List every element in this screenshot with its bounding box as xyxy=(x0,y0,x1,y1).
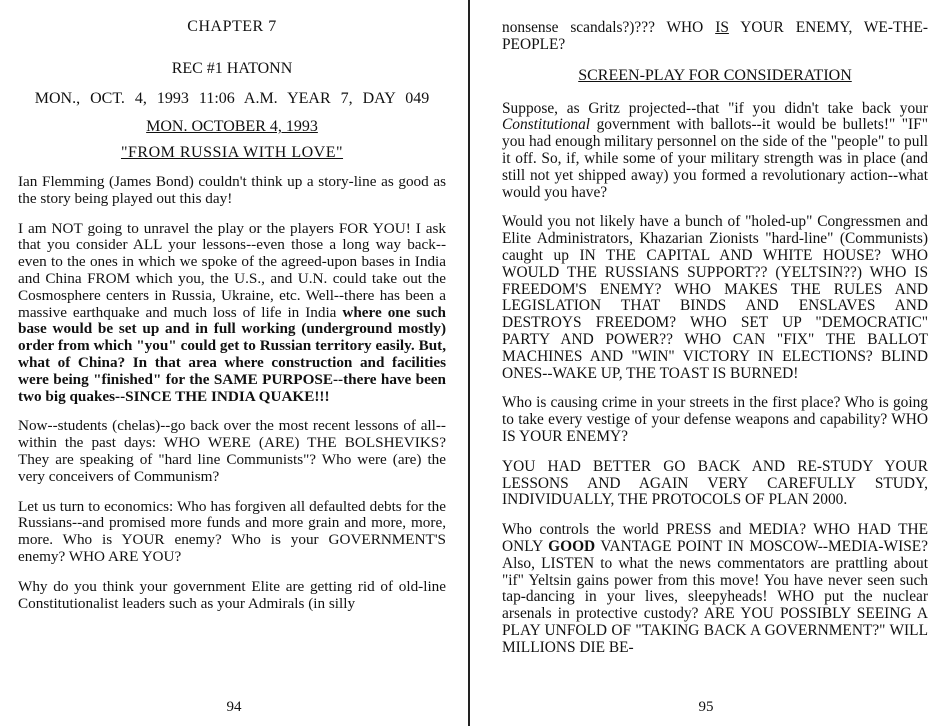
right-paragraph-4: YOU HAD BETTER GO BACK AND RE-STUDY YOUR LESSONS AND AGAIN VERY CAREFULLY STUDY, INDIVIDUALLY, THE PROTOCOLS OF PLAN 2000. xyxy=(502,457,928,509)
rp5-c: VANTAGE POINT IN MOSCOW--MEDIA-WISE? Also, LISTEN to what the news commentators are prattling about "if" Yeltsin gains power from this move! You have never seen such tap-dancing in your lives, sleepyheads! WHO put the nuclear arsenals in protective custody? ARE YOU POSSIBLY SEEING A PLAY UNFOLD OF "TAKING BACK A GOVERNMENT?" WILL MILLIONS DIE BE- xyxy=(502,537,928,656)
right-page xyxy=(470,0,942,726)
paragraph-continued xyxy=(502,20,928,54)
paragraph-2-regular: I am NOT going to unravel the play or the players FOR YOU! I ask that you consider ALL your lessons--even those a long way back--even to the ones in which we spoke of the agreed-upon bases in India and China FROM which you, the U.S., and U.N. could take out the Cosmosphere centers in Russia, Ukraine, etc. Well--there has been a massive earthquake and much loss of life in India xyxy=(18,219,446,321)
rp1-a: Suppose, as Gritz projected--that "if you didn't take back your xyxy=(502,99,928,117)
chapter-title xyxy=(18,144,446,162)
para-continued-emph: IS xyxy=(715,19,729,36)
page-number-right: 95 xyxy=(698,699,714,715)
page-number-left: 94 xyxy=(226,699,242,715)
rec-line: REC #1 HATONN xyxy=(171,60,293,77)
paragraph-5: Why do you think your government Elite are getting rid of old-line Constitutionalist leaders such as your Admirals (in silly xyxy=(18,577,446,612)
rp5-a: Who controls the world PRESS and MEDIA? WHO HAD THE ONLY xyxy=(502,521,928,555)
para-continued-a: nonsense scandals?)??? WHO xyxy=(502,19,716,36)
rp1-c: government with ballots--it would be bullets!" "IF" you had enough military personnel on the side of the "people" to pull it off. So, if, while some of your military strength was in place (and still not yet shipped away) you formed a revolutionary action--what would you have? xyxy=(502,116,928,201)
paragraph-2 xyxy=(18,221,446,406)
paragraph-2-bold: where one such base would be set up and in full working (underground mostly) order from which "you" could get to Russian territory easily. But, what of China? In that area where construction and facilities were being "finished" for the SAME PURPOSE--there have been two big quakes--SINCE THE INDIA QUAKE!!! xyxy=(18,303,446,405)
rp5-bold: GOOD xyxy=(548,537,596,555)
paragraph-4: Let us turn to economics: Who has forgiven all defaulted debts for the Russians--and promised more funds and more grain and more, more, more. Who is YOUR enemy? Who is your GOVERNMENT'S enemy? WHO ARE YOU? xyxy=(18,497,446,565)
date-heading xyxy=(18,118,446,136)
right-paragraph-5 xyxy=(502,522,928,656)
chapter-heading: CHAPTER 7 xyxy=(187,18,277,35)
paragraph-3: Now--students (chelas)--go back over the most recent lessons of all--within the past days: WHO WERE (ARE) THE BOLSHEVIKS? They are speaking of "hard line Communists"? Who were (are) the very conceivers of Communism? xyxy=(18,417,446,485)
section-heading: SCREEN-PLAY FOR CONSIDERATION xyxy=(578,66,852,84)
right-paragraph-2: Would you not likely have a bunch of "holed-up" Congressmen and Elite Administrators, Khazarian Zionists "hard-line" (Communists) caught up IN THE CAPITAL AND WHITE HOUSE? WHO WOULD THE RUSSIANS SUPPORT?? (YELTSIN??) WHO IS FREEDOM'S ENEMY? WHO MAKES THE RULES AND LEGISLATION THAT BINDS AND ENSLAVES AND DESTROYS FREEDOM? WHO SET UP "DEMOCRATIC" PARTY AND POWER?? WHO CAN "FIX" THE BALLOT MACHINES AND "WIN" VICTORY IN ELECTIONS? BLIND ONES--WAKE UP, THE TOAST IS BURNED! xyxy=(502,213,928,382)
dateline: MON., OCT. 4, 1993 11:06 A.M. YEAR 7, DAY 049 xyxy=(34,90,430,107)
rp1-italic: Constitutional xyxy=(502,116,591,134)
chapter-title-text: "FROM RUSSIA WITH LOVE" xyxy=(120,144,344,161)
right-paragraph-1 xyxy=(502,101,928,202)
right-paragraph-3: Who is causing crime in your streets in the first place? Who is going to take every vestige of your defense weapons and capability? WHO IS YOUR ENEMY? xyxy=(502,394,928,445)
para-continued-c: YOUR ENEMY, WE-THE-PEOPLE? xyxy=(502,19,929,53)
date-heading-text: MON. OCTOBER 4, 1993 xyxy=(146,118,318,135)
left-page xyxy=(0,0,468,726)
paragraph-1: Ian Flemming (James Bond) couldn't think up a story-line as good as the story being played out this day! xyxy=(18,173,446,207)
